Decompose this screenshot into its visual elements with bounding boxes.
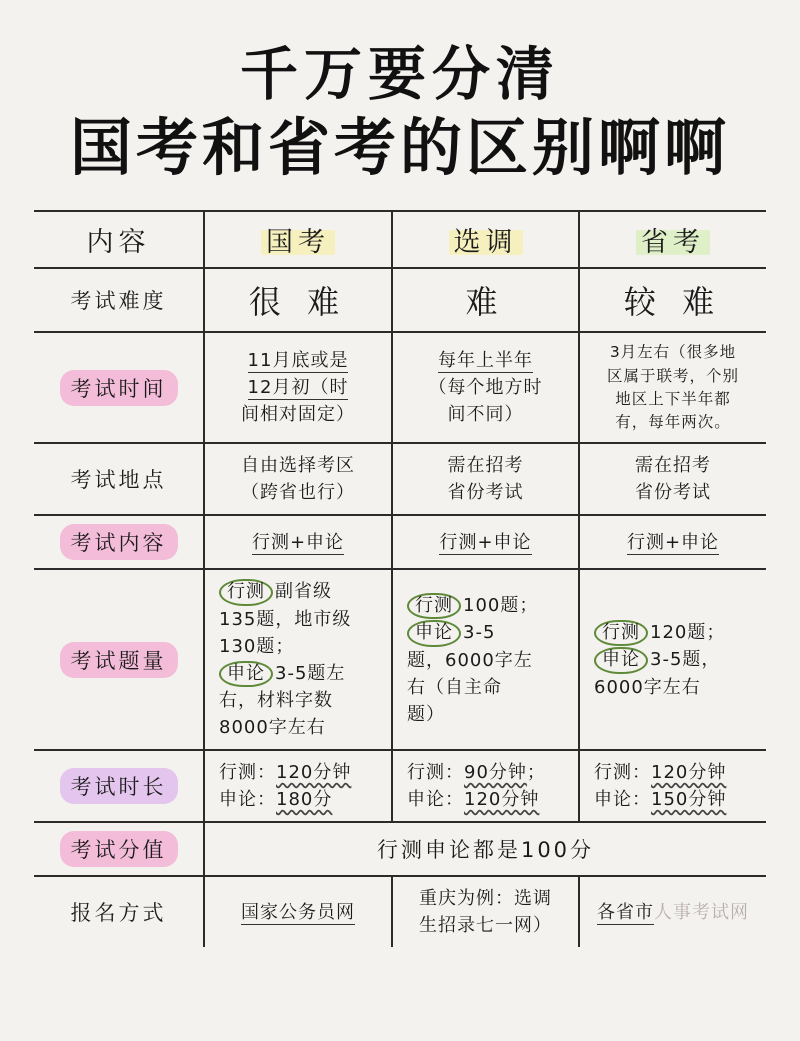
table-col-header-guokao — [204, 212, 392, 268]
row-label-difficulty: 考试难度 — [34, 268, 204, 332]
cell-reg-xuandiao: 重庆为例：选调 生招录七一网） — [392, 876, 579, 947]
row-label-registration: 报名方式 — [34, 876, 204, 947]
table-row — [34, 750, 766, 822]
title-line-2: 国考和省考的区别啊啊 — [69, 110, 730, 184]
table-row — [34, 443, 766, 515]
cell-duration-xuandiao: 行测：90分钟； 申论：120分钟 — [392, 750, 579, 822]
row-label-duration — [34, 750, 204, 822]
guokao-highlight: 国考 — [261, 227, 335, 258]
cell-content-shengkao: 行测+申论 — [579, 515, 766, 569]
table-col-header-content: 内容 — [34, 212, 204, 268]
table-row — [34, 822, 766, 876]
cell-score-all: 行测申论都是100分 — [204, 822, 766, 876]
cell-count-shengkao: 行测 120题； 申论 3-5题， 6000字左右 — [579, 569, 766, 750]
comparison-table-wrap — [34, 210, 766, 947]
cell-place-guokao: 自由选择考区 （跨省也行） — [204, 443, 392, 515]
table-header-row — [34, 212, 766, 268]
row-label-exam-time-pill: 考试时间 — [60, 370, 178, 406]
row-label-question-count-pill: 考试题量 — [60, 642, 178, 678]
cell-count-guokao: 行测 副省级 135题，地市级 130题； 申论 3-5题左 右，材料字数 8000字左右 — [204, 569, 392, 750]
row-label-exam-content-pill: 考试内容 — [60, 524, 178, 560]
cell-content-guokao: 行测+申论 — [204, 515, 392, 569]
row-label-question-count — [34, 569, 204, 750]
row-label-exam-time — [34, 332, 204, 443]
cell-time-guokao: 11月底或是 12月初（时 间相对固定） — [204, 332, 392, 443]
table-col-header-shengkao — [579, 212, 766, 268]
xuandiao-highlight: 选调 — [449, 227, 523, 258]
page-title — [0, 0, 800, 192]
row-label-score — [34, 822, 204, 876]
cell-time-shengkao: 3月左右（很多地 区属于联考，个别 地区上下半年都 有，每年两次。 — [579, 332, 766, 443]
table-row — [34, 268, 766, 332]
row-label-duration-pill: 考试时长 — [60, 768, 178, 804]
cell-difficulty-shengkao: 较 难 — [579, 268, 766, 332]
cell-reg-guokao: 国家公务员网 — [204, 876, 392, 947]
cell-content-xuandiao: 行测+申论 — [392, 515, 579, 569]
table-col-header-xuandiao — [392, 212, 579, 268]
cell-place-xuandiao: 需在招考 省份考试 — [392, 443, 579, 515]
cell-reg-shengkao: 各省市人事考试网 — [597, 901, 749, 923]
cell-time-xuandiao: 每年上半年 （每个地方时 间不同） — [392, 332, 579, 443]
table-row — [34, 876, 766, 947]
cell-difficulty-xuandiao: 难 — [392, 268, 579, 332]
table-row — [34, 332, 766, 443]
cell-duration-guokao: 行测：120分钟 申论：180分 — [204, 750, 392, 822]
cell-duration-shengkao: 行测：120分钟 申论：150分钟 — [579, 750, 766, 822]
title-line-1: 千万要分清 — [239, 40, 560, 108]
row-label-score-pill: 考试分值 — [60, 831, 178, 867]
table-row — [34, 569, 766, 750]
shengkao-highlight: 省考 — [636, 227, 710, 258]
cell-count-xuandiao: 行测 100题； 申论 3-5 题，6000字左 右（自主命 题） — [392, 569, 579, 750]
row-label-exam-content — [34, 515, 204, 569]
cell-difficulty-guokao: 很 难 — [204, 268, 392, 332]
cell-place-shengkao: 需在招考 省份考试 — [579, 443, 766, 515]
table-row — [34, 515, 766, 569]
row-label-exam-place: 考试地点 — [34, 443, 204, 515]
comparison-table — [34, 212, 766, 947]
